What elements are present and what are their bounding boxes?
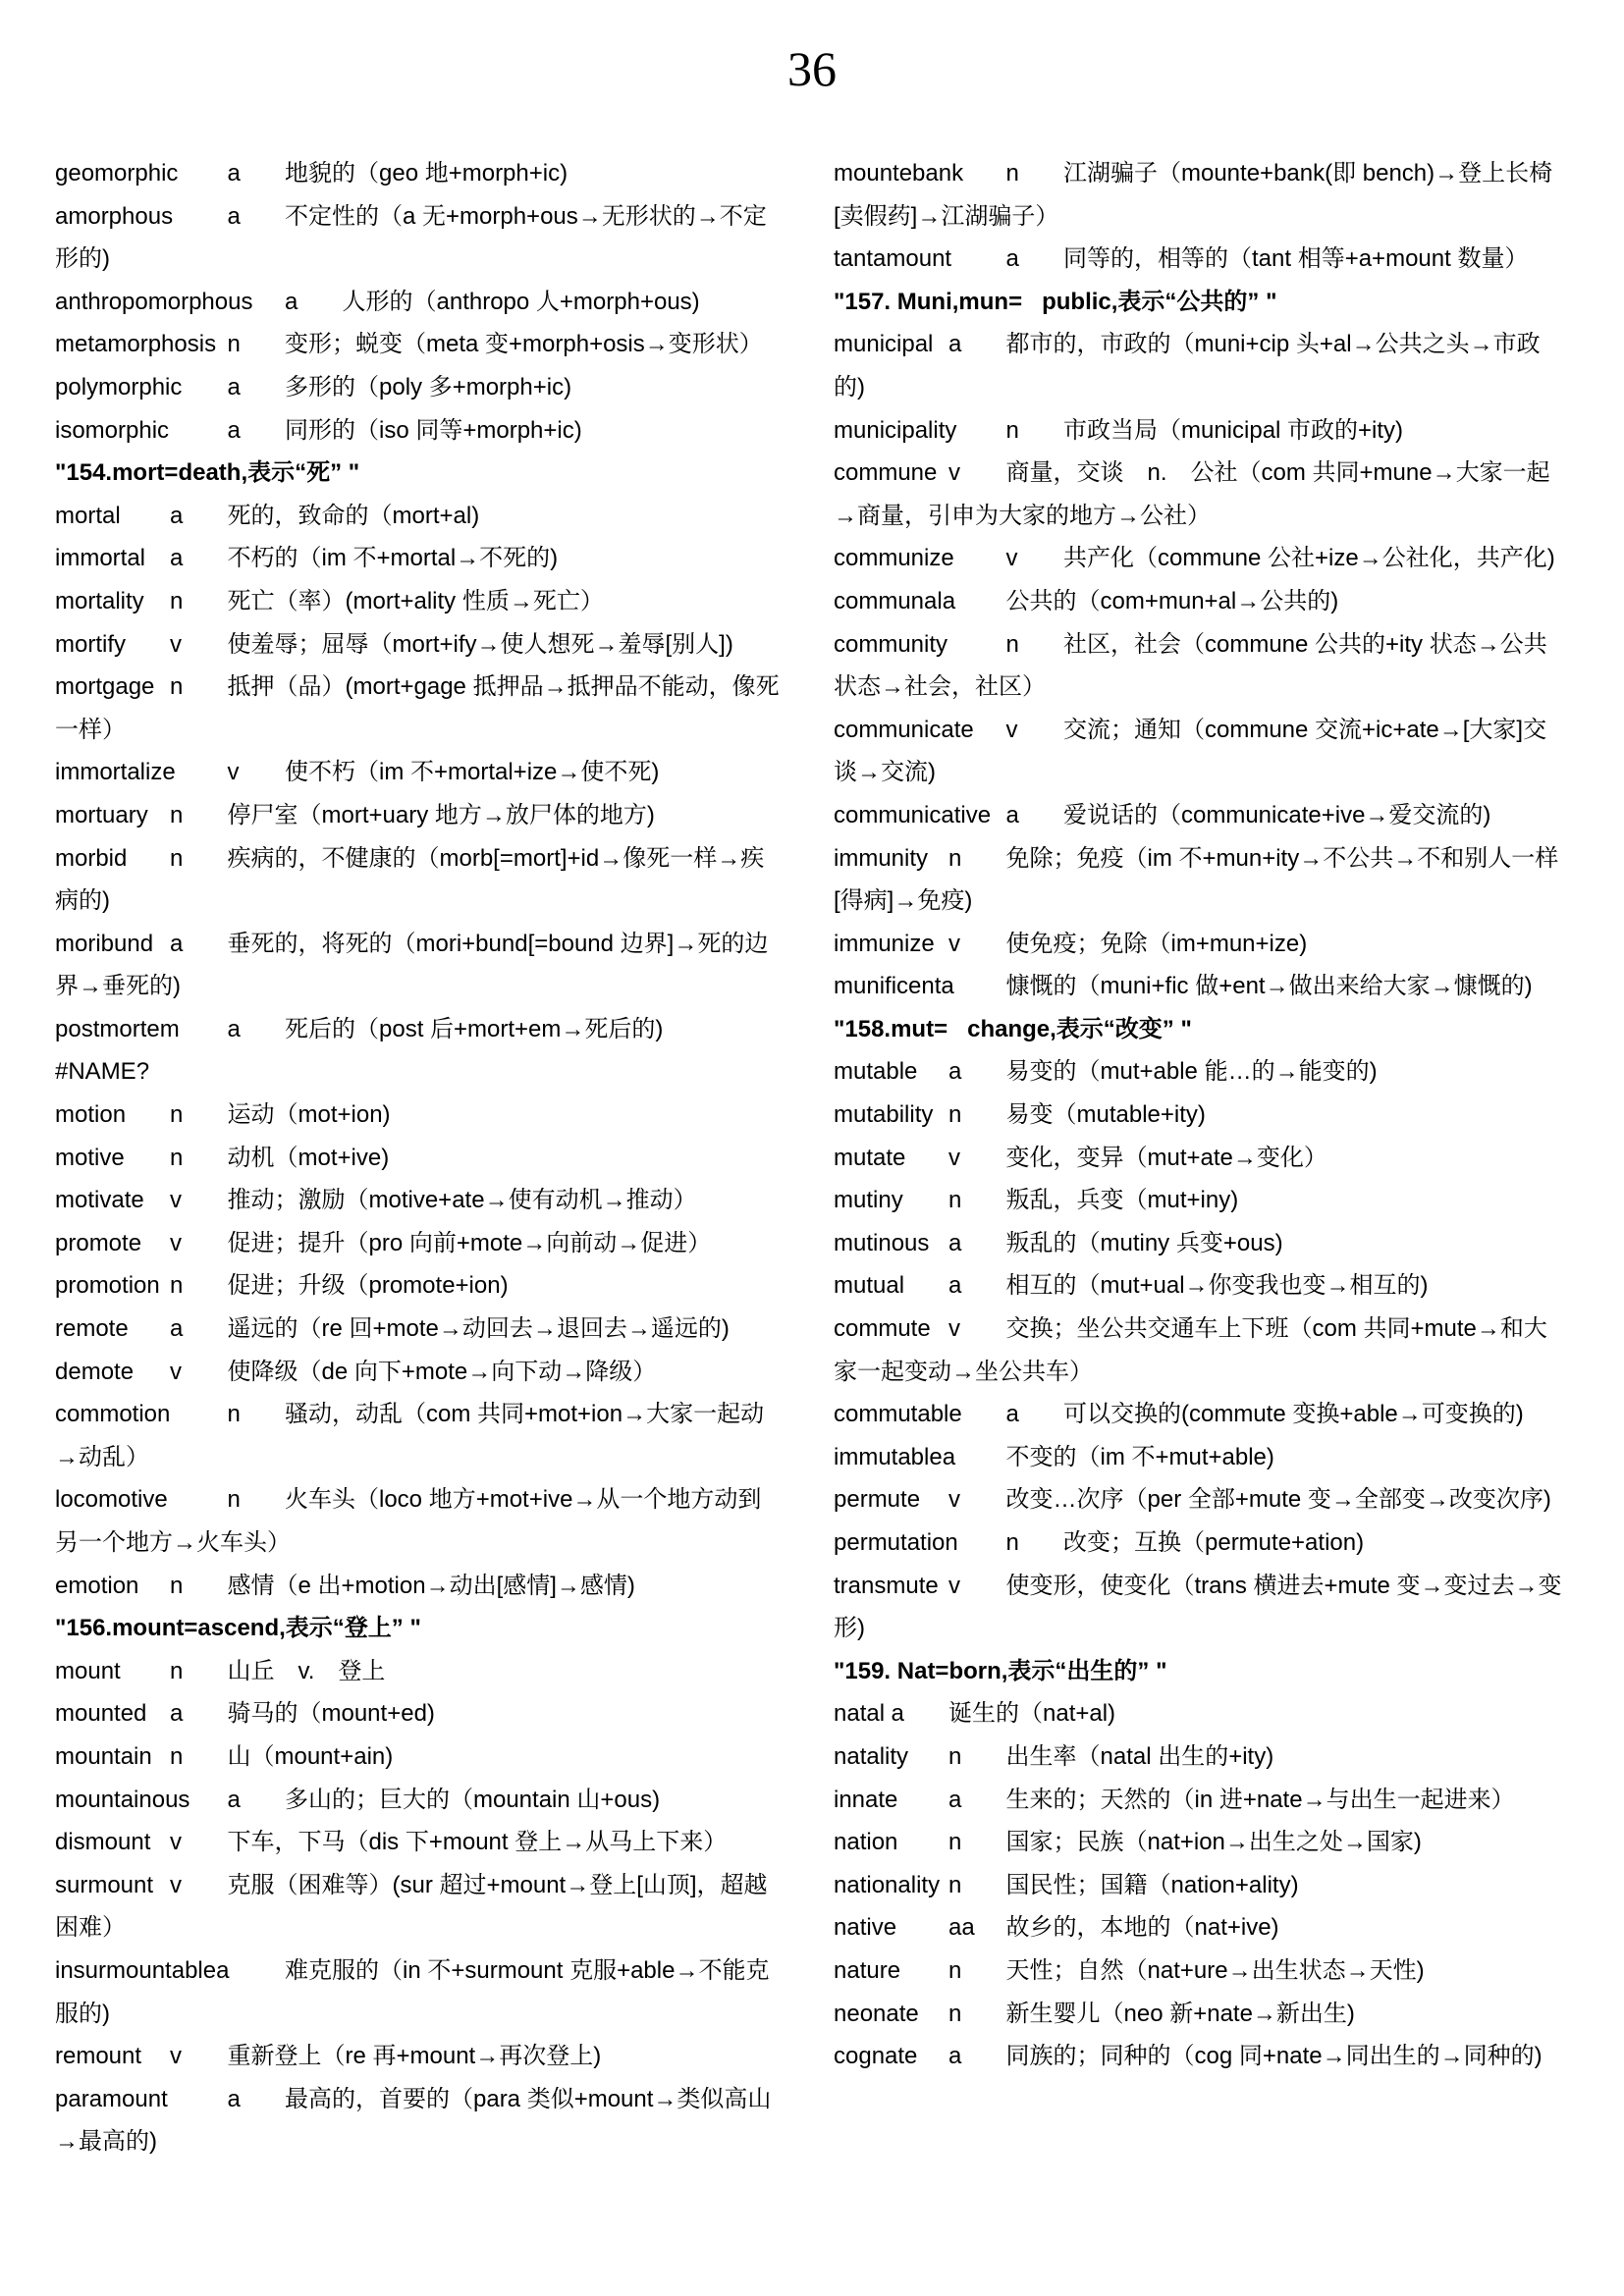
entry-definition: 国民性；国籍（nation+ality) bbox=[1005, 1871, 1299, 1898]
vocab-entry bbox=[834, 1906, 1562, 1949]
entry-definition: 山（mount+ain) bbox=[227, 1742, 394, 1770]
entry-word: isomorphic bbox=[55, 416, 170, 444]
entry-word: anthropomorphous bbox=[55, 288, 253, 315]
entry-word: motive bbox=[55, 1144, 125, 1171]
entry-part-of-speech: n bbox=[170, 1657, 184, 1684]
entry-word: morbid bbox=[55, 844, 128, 872]
entry-definition: 交流；通知（commune 交流+ic+ate→[大家]交谈→交流) bbox=[834, 716, 1547, 786]
entry-part-of-speech: a bbox=[1005, 245, 1019, 273]
entry-definition: 克服（困难等）(sur 超过+mount→登上[山顶]，超越困难） bbox=[55, 1871, 768, 1942]
plain-line: #NAME? bbox=[55, 1058, 150, 1086]
entry-part-of-speech: n bbox=[227, 1486, 241, 1514]
entry-word: postmortem bbox=[55, 1015, 180, 1042]
entry-word: neonate bbox=[834, 2000, 919, 2027]
vocab-entry bbox=[834, 965, 1562, 1008]
entry-definition: 多山的；巨大的（mountain 山+ous) bbox=[285, 1786, 661, 1813]
page-number: 36 bbox=[787, 41, 837, 96]
vocab-entry bbox=[55, 1478, 784, 1564]
entry-part-of-speech: n bbox=[170, 587, 184, 614]
entry-part-of-speech: a bbox=[227, 1015, 241, 1042]
entry-word: mutual bbox=[834, 1272, 905, 1300]
vocab-entry bbox=[55, 495, 784, 538]
entry-definition: 死亡（率）(mort+ality 性质→死亡） bbox=[227, 587, 604, 614]
vocab-entry bbox=[55, 1179, 784, 1222]
right-column bbox=[834, 152, 1562, 2078]
entry-part-of-speech: a bbox=[227, 2085, 241, 2112]
vocab-entry bbox=[834, 452, 1562, 537]
entry-definition: 最高的，首要的（para 类似+mount→类似高山→最高的) bbox=[55, 2085, 772, 2156]
entry-word: mortgage bbox=[55, 673, 155, 701]
entry-definition: 天性；自然（nat+ure→出生状态→天性) bbox=[1005, 1956, 1425, 1984]
entry-word: immortal bbox=[55, 545, 146, 572]
entry-part-of-speech: v bbox=[170, 1871, 182, 1898]
entry-word: nature bbox=[834, 1956, 901, 1984]
entry-word: mountebank bbox=[834, 160, 964, 187]
entry-definition: 不变的（im 不+mut+able) bbox=[1005, 1443, 1274, 1470]
entry-definition: 促进；升级（promote+ion) bbox=[227, 1272, 509, 1300]
vocab-entry bbox=[834, 323, 1562, 408]
entry-definition: 使变形，使变化（trans 横进去+mute 变→变过去→变形) bbox=[834, 1572, 1562, 1642]
entry-definition: 变形；蜕变（meta 变+morph+osis→变形状） bbox=[285, 331, 763, 358]
entry-definition: 国家；民族（nat+ion→出生之处→国家) bbox=[1005, 1829, 1422, 1856]
entry-definition: 动机（mot+ive) bbox=[227, 1144, 390, 1171]
entry-word: demote bbox=[55, 1358, 135, 1385]
vocab-entry bbox=[834, 1949, 1562, 1993]
entry-word: tantamount bbox=[834, 245, 952, 273]
entry-definition: 商量，交谈 n. 公社（com 共同+mune→大家一起→商量，引申为大家的地方→公社） bbox=[834, 459, 1550, 529]
entry-word: nationality bbox=[834, 1871, 941, 1898]
entry-definition: 死后的（post 后+mort+em→死后的) bbox=[285, 1015, 664, 1042]
entry-definition: 免除；免疫（im 不+mun+ity→不公共→不和别人一样[得病]→免疫) bbox=[834, 844, 1559, 915]
entry-word: surmount bbox=[55, 1871, 154, 1898]
entry-definition: 江湖骗子（mounte+bank(即 bench)→登上长椅[卖假药]→江湖骗子） bbox=[834, 160, 1553, 230]
vocab-entry bbox=[55, 751, 784, 794]
entry-part-of-speech: a bbox=[948, 1786, 962, 1813]
entry-definition: 出生率（natal 出生的+ity) bbox=[1005, 1742, 1274, 1770]
entry-definition: 易变（mutable+ity) bbox=[1005, 1101, 1206, 1129]
entry-part-of-speech: a bbox=[891, 1700, 904, 1728]
entry-word: mortuary bbox=[55, 801, 148, 828]
entry-part-of-speech: a bbox=[1005, 801, 1019, 828]
entry-part-of-speech: a bbox=[948, 2043, 962, 2070]
entry-definition: 促进；提升（pro 向前+mote→向前动→促进） bbox=[227, 1229, 712, 1256]
entry-definition: 疾病的，不健康的（morb[=mort]+id→像死一样→疾病的) bbox=[55, 844, 765, 915]
entry-part-of-speech: v bbox=[170, 1187, 182, 1214]
entry-part-of-speech: v bbox=[948, 459, 960, 487]
entry-word: mortality bbox=[55, 587, 144, 614]
vocab-entry bbox=[55, 1779, 784, 1822]
vocab-entry bbox=[834, 1565, 1562, 1650]
entry-part-of-speech: n bbox=[948, 1956, 962, 1984]
entry-definition: 爱说话的（communicate+ive→爱交流的) bbox=[1063, 801, 1491, 828]
entry-part-of-speech: a bbox=[227, 160, 241, 187]
vocab-entry bbox=[834, 2035, 1562, 2078]
entry-word: municipal bbox=[834, 331, 934, 358]
entry-part-of-speech: v bbox=[170, 2043, 182, 2070]
entry-definition: 推动；激励（motive+ate→使有动机→推动） bbox=[227, 1187, 697, 1214]
vocab-entry bbox=[834, 1821, 1562, 1864]
entry-definition: 同形的（iso 同等+morph+ic) bbox=[285, 416, 582, 444]
vocab-entry bbox=[55, 1137, 784, 1180]
vocab-entry bbox=[55, 794, 784, 837]
entry-definition: 使降级（de 向下+mote→向下动→降级） bbox=[227, 1358, 657, 1385]
entry-definition: 不朽的（im 不+mortal→不死的) bbox=[227, 545, 559, 572]
section-heading: "158.mut= change,表示“改变” " bbox=[834, 1015, 1192, 1042]
vocab-entry bbox=[834, 1993, 1562, 2036]
vocab-entry bbox=[834, 1522, 1562, 1565]
entry-word: municipality bbox=[834, 416, 957, 444]
entry-word: locomotive bbox=[55, 1486, 168, 1514]
entry-part-of-speech: n bbox=[948, 1101, 962, 1129]
entry-definition: 市政当局（municipal 市政的+ity) bbox=[1063, 416, 1404, 444]
entry-part-of-speech: v bbox=[948, 1144, 960, 1171]
vocab-entry bbox=[55, 409, 784, 453]
entry-definition: 感情（e 出+motion→动出[感情]→感情) bbox=[227, 1572, 635, 1599]
vocab-entry bbox=[834, 580, 1562, 623]
vocab-entry bbox=[834, 1094, 1562, 1137]
vocab-entry bbox=[834, 709, 1562, 794]
entry-definition: 社区，社会（commune 公共的+ity 状态→公共状态→社会，社区） bbox=[834, 630, 1547, 701]
entry-part-of-speech: a bbox=[227, 202, 241, 230]
vocab-entry bbox=[834, 794, 1562, 837]
entry-part-of-speech: a bbox=[170, 1700, 184, 1728]
vocab-entry bbox=[834, 409, 1562, 453]
section-heading: "156.mount=ascend,表示“登上” " bbox=[55, 1615, 421, 1642]
entry-word: community bbox=[834, 630, 948, 658]
entry-definition: 改变…次序（per 全部+mute 变→全部变→改变次序) bbox=[1005, 1486, 1551, 1514]
entry-definition: 地貌的（geo 地+morph+ic) bbox=[285, 160, 568, 187]
entry-word: geomorphic bbox=[55, 160, 179, 187]
entry-definition: 叛乱的（mutiny 兵变+ous) bbox=[1005, 1229, 1283, 1256]
entry-definition: 停尸室（mort+uary 地方→放尸体的地方) bbox=[227, 801, 655, 828]
entry-definition: 抵押（品）(mort+gage 抵押品→抵押品不能动，像死一样） bbox=[55, 673, 780, 743]
entry-word: nation bbox=[834, 1829, 898, 1856]
entry-part-of-speech: n bbox=[948, 1829, 962, 1856]
entry-word: emotion bbox=[55, 1572, 139, 1599]
vocab-entry bbox=[55, 366, 784, 409]
entry-word: permute bbox=[834, 1486, 921, 1514]
entry-word: mutinous bbox=[834, 1229, 930, 1256]
entry-part-of-speech: v bbox=[948, 1315, 960, 1343]
entry-part-of-speech: n bbox=[1005, 416, 1019, 444]
vocab-entry bbox=[55, 537, 784, 580]
entry-word: immunize bbox=[834, 930, 935, 957]
vocab-entry bbox=[55, 195, 784, 281]
entry-word: natal bbox=[834, 1700, 886, 1728]
entry-part-of-speech: n bbox=[170, 1101, 184, 1129]
entry-definition: 使羞辱；屈辱（mort+ify→使人想死→羞辱[别人]) bbox=[227, 630, 733, 658]
entry-part-of-speech: v bbox=[170, 1829, 182, 1856]
entry-part-of-speech: n bbox=[227, 1401, 241, 1428]
vocab-entry bbox=[55, 623, 784, 667]
entry-definition: 故乡的，本地的（nat+ive) bbox=[1005, 1914, 1279, 1942]
entry-part-of-speech: a bbox=[227, 1786, 241, 1813]
entry-part-of-speech: a bbox=[227, 373, 241, 400]
vocab-entry bbox=[55, 1650, 784, 1693]
entry-part-of-speech: v bbox=[170, 1229, 182, 1256]
entry-word: mounted bbox=[55, 1700, 147, 1728]
section-heading: "154.mort=death,表示“死” " bbox=[55, 459, 360, 487]
entry-definition: 遥远的（re 回+mote→动回去→退回去→遥远的) bbox=[227, 1315, 730, 1343]
entry-definition: 骑马的（mount+ed) bbox=[227, 1700, 435, 1728]
entry-part-of-speech: a bbox=[285, 288, 298, 315]
entry-word: immortalize bbox=[55, 759, 176, 786]
entry-word: metamorphosis bbox=[55, 331, 217, 358]
entry-definition: 火车头（loco 地方+mot+ive→从一个地方动到另一个地方→火车头） bbox=[55, 1486, 762, 1556]
entry-part-of-speech: a bbox=[170, 930, 184, 957]
vocab-entry bbox=[55, 666, 784, 751]
vocab-entry bbox=[55, 1094, 784, 1137]
entry-part-of-speech: n bbox=[948, 1742, 962, 1770]
entry-part-of-speech: n bbox=[1005, 1529, 1019, 1556]
vocab-entry bbox=[55, 1735, 784, 1779]
entry-definition: 共产化（commune 公社+ize→公社化，共产化) bbox=[1063, 545, 1555, 572]
entry-definition: 改变；互换（permute+ation) bbox=[1063, 1529, 1365, 1556]
entry-part-of-speech: a bbox=[1005, 1401, 1019, 1428]
vocab-entry bbox=[55, 1264, 784, 1308]
vocab-entry bbox=[55, 1949, 784, 2035]
entry-word: native bbox=[834, 1914, 897, 1942]
entry-definition: 叛乱，兵变（mut+iny) bbox=[1005, 1187, 1239, 1214]
vocab-entry bbox=[55, 1565, 784, 1608]
entry-part-of-speech: n bbox=[170, 1742, 184, 1770]
vocab-entry bbox=[55, 323, 784, 366]
vocab-entry bbox=[55, 2035, 784, 2078]
entry-word: cognate bbox=[834, 2043, 918, 2070]
vocab-entry bbox=[55, 580, 784, 623]
vocab-entry bbox=[55, 152, 784, 195]
entry-definition: 垂死的，将死的（mori+bund[=bound 边界]→死的边界→垂死的) bbox=[55, 930, 769, 1000]
vocab-entry bbox=[834, 238, 1562, 281]
entry-definition: 山丘 v. 登上 bbox=[227, 1657, 386, 1684]
entry-word: mutability bbox=[834, 1101, 934, 1129]
entry-word: paramount bbox=[55, 2085, 168, 2112]
entry-word: immutablea bbox=[834, 1443, 956, 1470]
entry-definition: 死的，致命的（mort+al) bbox=[227, 502, 480, 529]
entry-word: permutation bbox=[834, 1529, 958, 1556]
entry-part-of-speech: a bbox=[948, 1058, 962, 1086]
entry-definition: 难克服的（in 不+surmount 克服+able→不能克服的) bbox=[55, 1956, 770, 2027]
vocab-entry bbox=[834, 1692, 1562, 1735]
vocab-entry bbox=[834, 1308, 1562, 1393]
entry-definition: 相互的（mut+ual→你变我也变→相互的) bbox=[1005, 1272, 1429, 1300]
entry-definition: 都市的，市政的（muni+cip 头+al→公共之头→市政的) bbox=[834, 331, 1541, 400]
vocab-entry bbox=[834, 1264, 1562, 1308]
entry-word: mutate bbox=[834, 1144, 906, 1171]
entry-word: motivate bbox=[55, 1187, 144, 1214]
entry-part-of-speech: v bbox=[948, 1486, 960, 1514]
entry-definition: 使不朽（im 不+mortal+ize→使不死) bbox=[285, 759, 660, 786]
entry-word: insurmountablea bbox=[55, 1956, 230, 1984]
entry-part-of-speech: a bbox=[227, 416, 241, 444]
entry-part-of-speech: a bbox=[170, 1315, 184, 1343]
entry-part-of-speech: v bbox=[948, 1572, 960, 1599]
vocab-entry bbox=[834, 537, 1562, 580]
vocab-entry bbox=[55, 1008, 784, 1051]
entry-part-of-speech: a bbox=[948, 1272, 962, 1300]
vocab-entry bbox=[834, 1137, 1562, 1180]
vocab-entry bbox=[55, 1692, 784, 1735]
entry-word: natality bbox=[834, 1742, 909, 1770]
vocab-entry bbox=[55, 837, 784, 923]
entry-word: remount bbox=[55, 2043, 142, 2070]
vocab-entry bbox=[55, 1222, 784, 1265]
vocab-entry bbox=[55, 923, 784, 1008]
entry-part-of-speech: n bbox=[170, 801, 184, 828]
entry-word: munificenta bbox=[834, 973, 954, 1000]
entry-definition: 慷慨的（muni+fic 做+ent→做出来给大家→慷慨的) bbox=[1005, 973, 1533, 1000]
entry-word: mutable bbox=[834, 1058, 918, 1086]
vocab-entry bbox=[834, 1179, 1562, 1222]
entry-word: immunity bbox=[834, 844, 929, 872]
entry-part-of-speech: n bbox=[170, 1572, 184, 1599]
entry-word: mutiny bbox=[834, 1187, 903, 1214]
entry-part-of-speech: n bbox=[1005, 630, 1019, 658]
entry-definition: 重新登上（re 再+mount→再次登上) bbox=[227, 2043, 602, 2070]
entry-part-of-speech: n bbox=[948, 1871, 962, 1898]
vocab-entry bbox=[834, 1050, 1562, 1094]
entry-word: communala bbox=[834, 587, 956, 614]
entry-word: mortify bbox=[55, 630, 126, 658]
vocab-entry bbox=[834, 1393, 1562, 1436]
entry-word: commutable bbox=[834, 1401, 962, 1428]
entry-word: transmute bbox=[834, 1572, 939, 1599]
entry-definition: 生来的；天然的（in 进+nate→与出生一起进来） bbox=[1005, 1786, 1515, 1813]
vocab-entry bbox=[55, 281, 784, 324]
section-heading: "157. Muni,mun= public,表示“公共的” " bbox=[834, 288, 1277, 315]
entry-word: innate bbox=[834, 1786, 898, 1813]
entry-part-of-speech: v bbox=[948, 930, 960, 957]
entry-part-of-speech: n bbox=[948, 2000, 962, 2027]
vocab-entry bbox=[834, 837, 1562, 923]
vocab-entry bbox=[834, 1436, 1562, 1479]
vocab-entry bbox=[834, 1222, 1562, 1265]
entry-definition: 诞生的（nat+al) bbox=[948, 1700, 1116, 1728]
vocab-entry bbox=[55, 1864, 784, 1949]
entry-word: mountain bbox=[55, 1742, 152, 1770]
entry-word: communicate bbox=[834, 716, 974, 743]
entry-part-of-speech: n bbox=[948, 1187, 962, 1214]
entry-part-of-speech: n bbox=[227, 331, 241, 358]
vocab-entry bbox=[834, 1779, 1562, 1822]
vocab-entry bbox=[55, 1308, 784, 1351]
entry-part-of-speech: v bbox=[227, 759, 240, 786]
vocab-entry bbox=[834, 152, 1562, 238]
entry-part-of-speech: v bbox=[170, 1358, 182, 1385]
entry-part-of-speech: aa bbox=[948, 1914, 975, 1942]
entry-part-of-speech: n bbox=[170, 673, 184, 701]
entry-word: communize bbox=[834, 545, 954, 572]
entry-part-of-speech: a bbox=[948, 1229, 962, 1256]
entry-part-of-speech: n bbox=[1005, 160, 1019, 187]
left-column bbox=[55, 152, 784, 2163]
entry-part-of-speech: n bbox=[170, 844, 184, 872]
vocab-entry bbox=[55, 1351, 784, 1394]
entry-word: commune bbox=[834, 459, 938, 487]
entry-definition: 同族的；同种的（cog 同+nate→同出生的→同种的) bbox=[1005, 2043, 1543, 2070]
entry-definition: 变化，变异（mut+ate→变化） bbox=[1005, 1144, 1327, 1171]
entry-word: moribund bbox=[55, 930, 154, 957]
entry-part-of-speech: n bbox=[170, 1144, 184, 1171]
entry-word: mountainous bbox=[55, 1786, 190, 1813]
entry-definition: 同等的，相等的（tant 相等+a+mount 数量） bbox=[1063, 245, 1529, 273]
vocab-entry bbox=[834, 623, 1562, 709]
entry-word: communicative bbox=[834, 801, 992, 828]
vocab-entry bbox=[834, 923, 1562, 966]
entry-word: dismount bbox=[55, 1829, 151, 1856]
vocab-entry bbox=[834, 1735, 1562, 1779]
entry-word: commotion bbox=[55, 1401, 171, 1428]
entry-word: commute bbox=[834, 1315, 931, 1343]
vocab-entry bbox=[55, 2078, 784, 2163]
entry-part-of-speech: n bbox=[948, 844, 962, 872]
vocab-entry bbox=[55, 1821, 784, 1864]
entry-part-of-speech: v bbox=[1005, 545, 1018, 572]
entry-definition: 多形的（poly 多+morph+ic) bbox=[285, 373, 572, 400]
entry-part-of-speech: v bbox=[1005, 716, 1018, 743]
entry-word: motion bbox=[55, 1101, 127, 1129]
entry-word: remote bbox=[55, 1315, 129, 1343]
entry-word: promotion bbox=[55, 1272, 160, 1300]
entry-definition: 交换；坐公共交通车上下班（com 共同+mute→和大家一起变动→坐公共车） bbox=[834, 1315, 1547, 1385]
entry-word: mount bbox=[55, 1657, 121, 1684]
entry-definition: 骚动，动乱（com 共同+mot+ion→大家一起动→动乱） bbox=[55, 1401, 765, 1470]
entry-word: amorphous bbox=[55, 202, 174, 230]
entry-part-of-speech: a bbox=[170, 545, 184, 572]
entry-definition: 公共的（com+mun+al→公共的) bbox=[1005, 587, 1339, 614]
entry-definition: 使免疫；免除（im+mun+ize) bbox=[1005, 930, 1308, 957]
entry-part-of-speech: n bbox=[170, 1272, 184, 1300]
entry-definition: 可以交换的(commute 变换+able→可变换的) bbox=[1063, 1401, 1524, 1428]
entry-word: mortal bbox=[55, 502, 121, 529]
entry-part-of-speech: a bbox=[170, 502, 184, 529]
entry-word: polymorphic bbox=[55, 373, 183, 400]
entry-part-of-speech: v bbox=[170, 630, 182, 658]
entry-definition: 不定性的（a 无+morph+ous→无形状的→不定形的) bbox=[55, 202, 767, 273]
entry-word: promote bbox=[55, 1229, 142, 1256]
entry-definition: 运动（mot+ion) bbox=[227, 1101, 391, 1129]
vocab-entry bbox=[834, 1478, 1562, 1522]
vocab-entry bbox=[55, 1393, 784, 1478]
entry-definition: 易变的（mut+able 能…的→能变的) bbox=[1005, 1058, 1378, 1086]
entry-definition: 新生婴儿（neo 新+nate→新出生) bbox=[1005, 2000, 1355, 2027]
section-heading: "159. Nat=born,表示“出生的” " bbox=[834, 1657, 1167, 1684]
entry-definition: 人形的（anthropo 人+morph+ous) bbox=[342, 288, 700, 315]
vocab-entry bbox=[834, 1864, 1562, 1907]
entry-part-of-speech: a bbox=[948, 331, 962, 358]
entry-definition: 下车，下马（dis 下+mount 登上→从马上下来） bbox=[227, 1829, 728, 1856]
